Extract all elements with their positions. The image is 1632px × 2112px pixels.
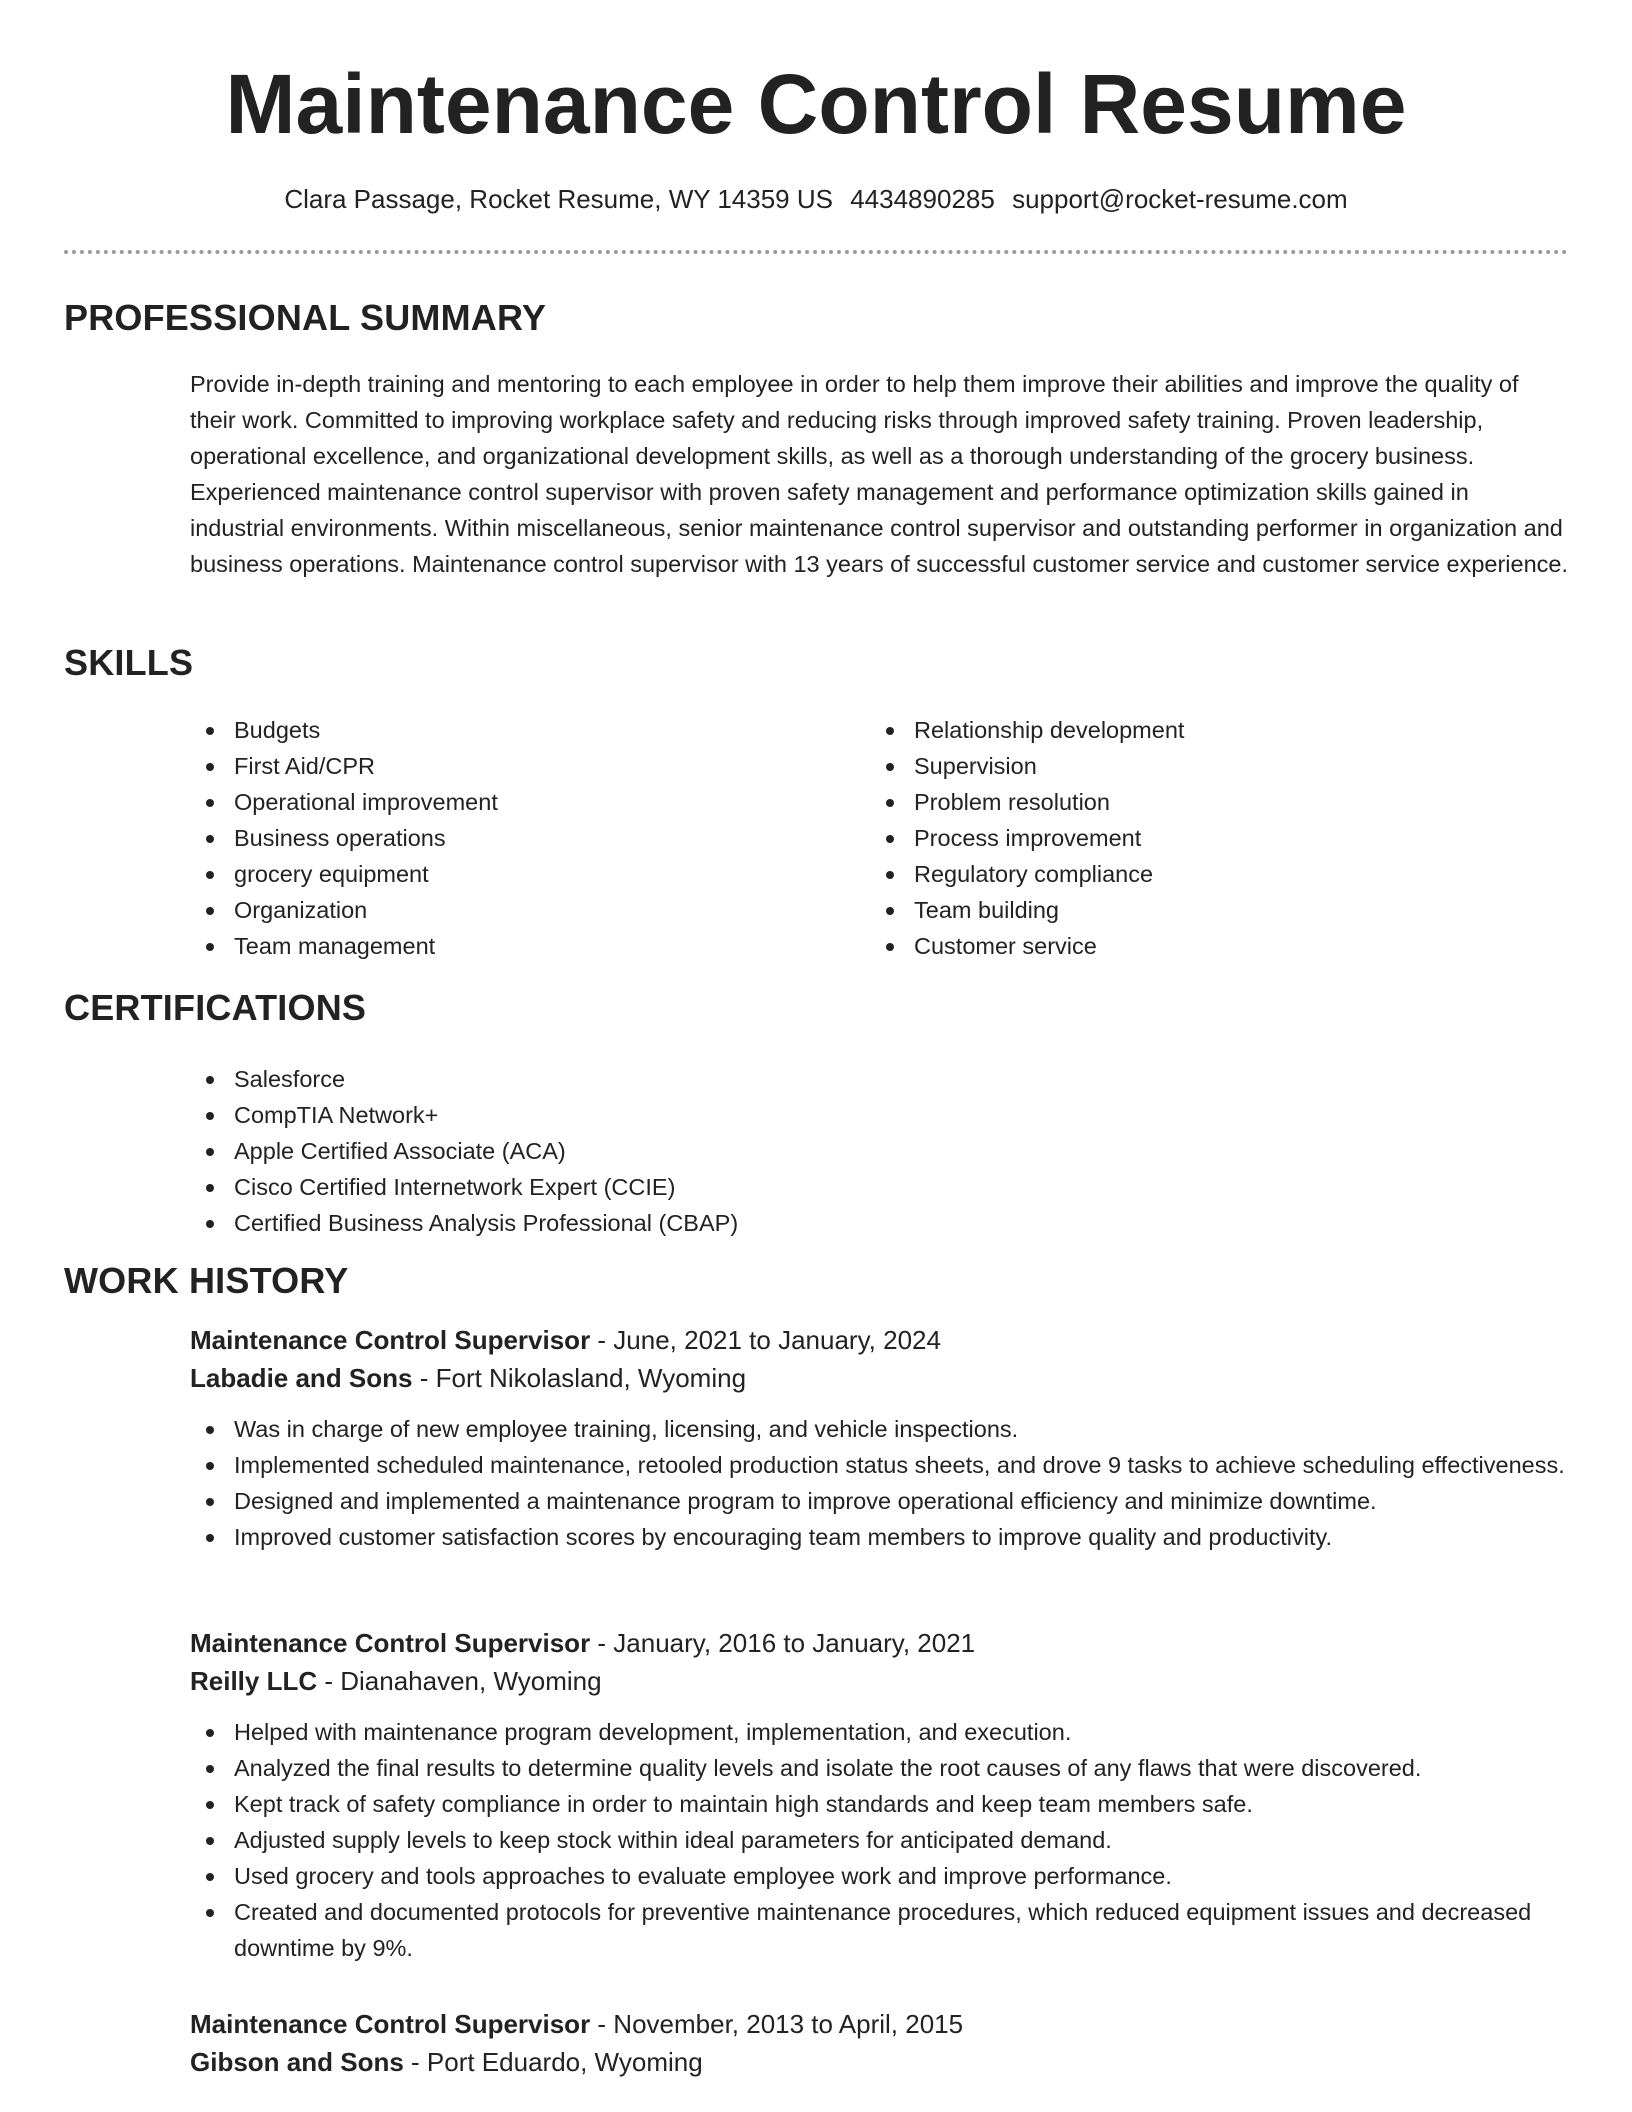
list-item: Used grocery and tools approaches to evaluate employee work and improve performance. (190, 1858, 1568, 1894)
job-dates: - January, 2016 to January, 2021 (590, 1628, 976, 1658)
job-entry-1 (190, 1321, 1568, 1555)
list-item: Designed and implemented a maintenance program to improve operational efficiency and minimize downtime. (190, 1483, 1568, 1519)
job-company-line (190, 1359, 1568, 1397)
list-item: Team management (190, 928, 850, 964)
list-item: Kept track of safety compliance in order to maintain high standards and keep team members safe. (190, 1786, 1568, 1822)
list-item: Apple Certified Associate (ACA) (190, 1133, 1490, 1169)
job-bullets (190, 1714, 1568, 1966)
job-entry-3 (190, 2005, 1568, 2081)
contact-email[interactable]: support@rocket-resume.com (1012, 184, 1348, 214)
summary-text: Provide in-depth training and mentoring to each employee in order to help them improve their abilities and improve the quality of their work. Committed to improving workplace safety and reducing risks through improved safety training. Proven leadership, operational excellence, and organizational development skills, as well as a thorough understanding of the grocery business. Experienced maintenance control supervisor with proven safety management and performance optimization skills gained in industrial environments. Within miscellaneous, senior maintenance control supervisor and outstanding performer in organization and business operations. Maintenance control supervisor with 13 years of successful customer service and customer service experience. (190, 371, 1569, 577)
list-item: Supervision (870, 748, 1530, 784)
job-company: Gibson and Sons (190, 2047, 404, 2077)
job-location: - Dianahaven, Wyoming (317, 1666, 602, 1696)
list-item: First Aid/CPR (190, 748, 850, 784)
list-item: Organization (190, 892, 850, 928)
section-title-work-history: WORK HISTORY (64, 1260, 349, 1301)
list-item: Helped with maintenance program development, implementation, and execution. (190, 1714, 1568, 1750)
skills-list-right (870, 712, 1530, 964)
contact-address: Clara Passage, Rocket Resume, WY 14359 US (284, 184, 833, 214)
list-item: Problem resolution (870, 784, 1530, 820)
list-item: Salesforce (190, 1061, 1490, 1097)
list-item: Budgets (190, 712, 850, 748)
list-item: Improved customer satisfaction scores by encouraging team members to improve quality and productivity. (190, 1519, 1568, 1555)
job-company-line (190, 1662, 1568, 1700)
header-divider (64, 250, 1568, 254)
job-title-line (190, 2005, 1568, 2043)
job-dates: - November, 2013 to April, 2015 (590, 2009, 964, 2039)
list-item: Created and documented protocols for preventive maintenance procedures, which reduced equipment issues and decreased downtime by 9%. (190, 1894, 1568, 1966)
job-location: - Port Eduardo, Wyoming (403, 2047, 703, 2077)
section-title-summary: PROFESSIONAL SUMMARY (64, 297, 547, 338)
list-item: Was in charge of new employee training, licensing, and vehicle inspections. (190, 1411, 1568, 1447)
job-company: Reilly LLC (190, 1666, 318, 1696)
job-bullets (190, 1411, 1568, 1555)
skills-list-left (190, 712, 850, 964)
section-title-skills: SKILLS (64, 642, 194, 683)
list-item: Adjusted supply levels to keep stock within ideal parameters for anticipated demand. (190, 1822, 1568, 1858)
job-title-line (190, 1321, 1568, 1359)
list-item: Regulatory compliance (870, 856, 1530, 892)
certifications-list (190, 1061, 1490, 1241)
job-dates: - June, 2021 to January, 2024 (590, 1325, 941, 1355)
list-item: Operational improvement (190, 784, 850, 820)
job-company: Labadie and Sons (190, 1363, 413, 1393)
contact-phone[interactable]: 4434890285 (850, 184, 995, 214)
section-title-certifications: CERTIFICATIONS (64, 987, 367, 1028)
job-location: - Fort Nikolasland, Wyoming (412, 1363, 747, 1393)
job-company-line (190, 2043, 1568, 2081)
list-item: CompTIA Network+ (190, 1097, 1490, 1133)
job-title-line (190, 1624, 1568, 1662)
list-item: grocery equipment (190, 856, 850, 892)
job-entry-2 (190, 1624, 1568, 1966)
list-item: Analyzed the final results to determine quality levels and isolate the root causes of any flaws that were discovered. (190, 1750, 1568, 1786)
resume-title: Maintenance Control Resume (225, 57, 1407, 151)
job-title: Maintenance Control Supervisor (190, 1325, 591, 1355)
list-item: Customer service (870, 928, 1530, 964)
list-item: Relationship development (870, 712, 1530, 748)
list-item: Process improvement (870, 820, 1530, 856)
contact-line (0, 181, 1632, 217)
list-item: Cisco Certified Internetwork Expert (CCIE) (190, 1169, 1490, 1205)
job-title: Maintenance Control Supervisor (190, 2009, 591, 2039)
list-item: Certified Business Analysis Professional (CBAP) (190, 1205, 1490, 1241)
list-item: Team building (870, 892, 1530, 928)
job-title: Maintenance Control Supervisor (190, 1628, 591, 1658)
list-item: Implemented scheduled maintenance, retooled production status sheets, and drove 9 tasks to achieve scheduling effectiveness. (190, 1447, 1568, 1483)
list-item: Business operations (190, 820, 850, 856)
